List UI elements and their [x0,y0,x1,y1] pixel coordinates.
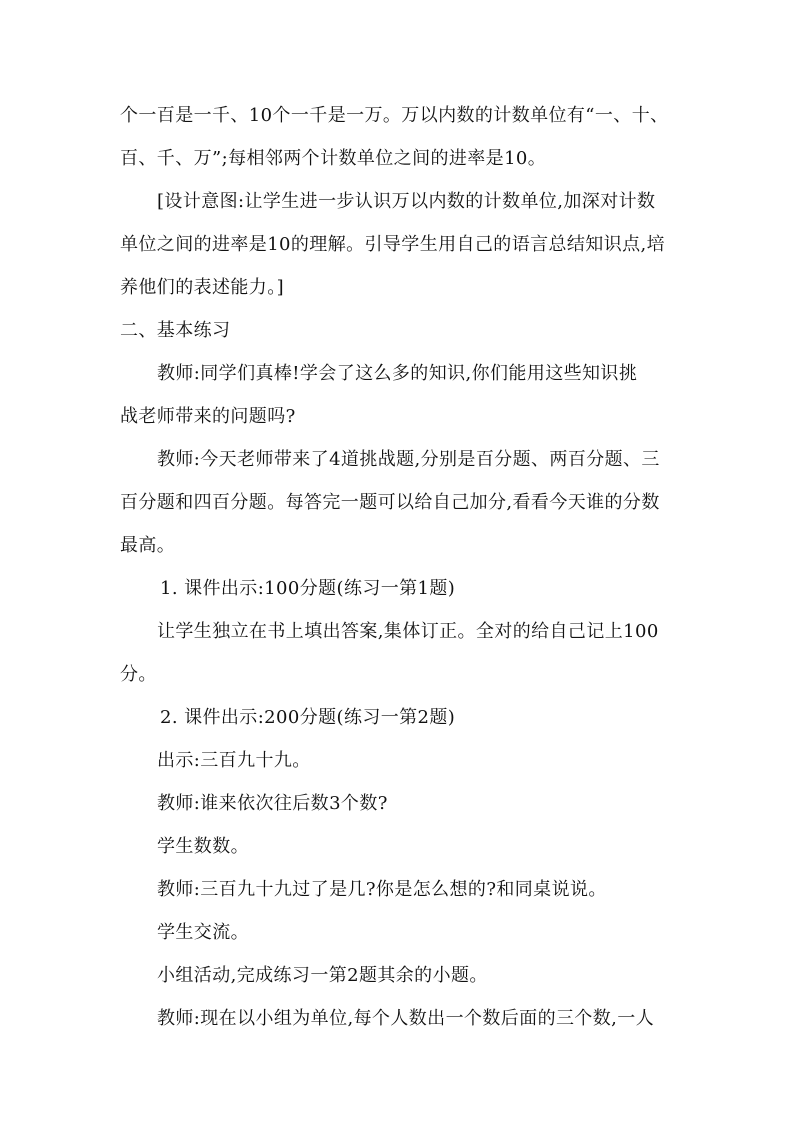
text-line: 学生交流。 [157,922,249,943]
text-line: 出示:三百九十九。 [157,750,311,771]
text-line: 最高。 [120,535,176,556]
text-line: 小组活动,完成练习一第2题其余的小题。 [157,965,488,986]
text-line: 百分题和四百分题。每答完一题可以给自己加分,看看今天谁的分数 [120,492,660,513]
text-line: 个一百是一千、10个一千是一万。万以内数的计数单位有“一、十、 [120,105,669,126]
text-line: 教师:现在以小组为单位,每个人数出一个数后面的三个数,一人 [157,1008,655,1029]
text-line: 学生数数。 [157,836,249,857]
design-intent-line: [设计意图:让学生进一步认识万以内数的计数单位,加深对计数 [157,191,656,212]
numbered-item: 2. 课件出示:200分题(练习一第2题) [160,707,456,728]
numbered-item: 1. 课件出示:100分题(练习一第1题) [160,578,456,599]
text-line: 让学生独立在书上填出答案,集体订正。全对的给自己记上100 [157,621,659,642]
text-line: 战老师带来的问题吗? [120,406,296,427]
text-line: 分。 [120,664,157,685]
section-heading: 二、基本练习 [120,320,231,341]
text-line: 教师:同学们真棒!学会了这么多的知识,你们能用这些知识挑 [157,363,638,384]
text-line: 教师:三百九十九过了是几?你是怎么想的?和同桌说说。 [157,879,607,900]
text-line: 单位之间的进率是10的理解。引导学生用自己的语言总结知识点,培 [120,234,666,255]
text-line: 养他们的表述能力。] [120,277,285,298]
text-line: 教师:今天老师带来了4道挑战题,分别是百分题、两百分题、三 [157,449,660,470]
text-line: 教师:谁来依次往后数3个数? [157,793,388,814]
text-line: 百、千、万”;每相邻两个计数单位之间的进率是10。 [120,148,547,169]
